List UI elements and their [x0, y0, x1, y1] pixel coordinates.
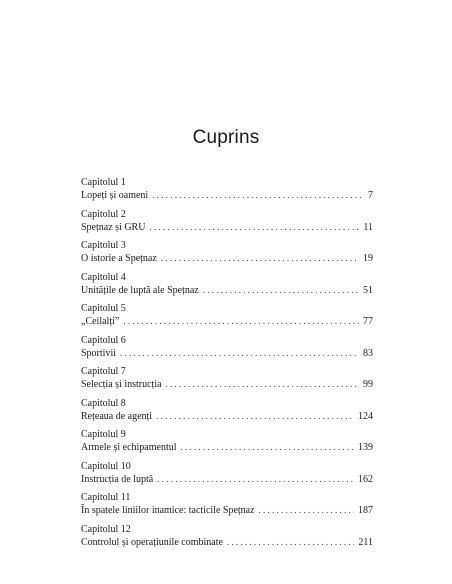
leader-dots [152, 189, 364, 202]
leader-dots [157, 473, 354, 486]
page-number: 162 [358, 473, 373, 485]
leader-dots [156, 410, 354, 423]
page-number: 83 [363, 347, 373, 359]
chapter-label: Capitolul 11 [81, 492, 131, 503]
leader-dots [166, 378, 359, 391]
toc-entry [81, 429, 373, 461]
chapter-row [81, 504, 373, 517]
chapter-label: Capitolul 4 [81, 271, 126, 283]
page-number: 99 [363, 379, 373, 390]
chapter-title: Armele și echipamentul [81, 442, 177, 453]
toc-entry [81, 492, 373, 524]
toc-entry [81, 272, 373, 304]
toc-entry [81, 240, 373, 272]
toc-entry [81, 461, 373, 493]
chapter-label: Capitolul 5 [81, 303, 126, 314]
toc-entry [81, 303, 373, 335]
chapter-row [81, 315, 373, 328]
leader-dots [149, 221, 359, 234]
page-number: 19 [363, 253, 373, 264]
page-number: 211 [358, 536, 373, 548]
chapter-title: În spatele liniilor inamice: tacticile Spețnaz [81, 505, 255, 516]
page-number: 187 [358, 505, 373, 516]
chapter-title: „Ceilalți” [81, 316, 120, 327]
leader-dots [181, 441, 354, 454]
chapter-row [81, 473, 373, 486]
chapter-row [81, 410, 373, 423]
chapter-row [81, 252, 373, 265]
leader-dots [227, 536, 354, 549]
chapter-row [81, 189, 373, 202]
toc-entry [81, 524, 373, 556]
page-number: 139 [358, 442, 373, 453]
chapter-title: Instrucția de luptă [81, 473, 154, 485]
chapter-title: O istorie a Spețnaz [81, 253, 157, 264]
chapter-title: Unitățile de luptă ale Spețnaz [81, 284, 199, 296]
toc-entry [81, 209, 373, 241]
toc-entry [81, 335, 373, 367]
page-number: 124 [358, 410, 373, 422]
chapter-label: Capitolul 1 [81, 177, 126, 188]
chapter-title: Sportivii [81, 347, 117, 359]
leader-dots [259, 504, 354, 517]
chapter-title: Lopeți și oameni [81, 190, 149, 201]
toc-entry [81, 177, 373, 209]
chapter-title: Selecția și instrucția [81, 379, 162, 390]
chapter-label: Capitolul 2 [81, 208, 126, 220]
chapter-label: Capitolul 3 [81, 240, 126, 251]
toc-entry [81, 398, 373, 430]
leader-dots [203, 284, 359, 297]
chapter-row [81, 347, 373, 360]
chapter-row [81, 536, 373, 549]
chapter-title: Controlul și operațiunile combinate [81, 536, 223, 548]
chapter-row [81, 221, 373, 234]
table-of-contents [81, 177, 373, 555]
page-title: Cuprins [192, 127, 260, 148]
leader-dots [123, 315, 359, 328]
chapter-title: Rețeaua de agenți [81, 410, 153, 422]
chapter-label: Capitolul 6 [81, 334, 126, 346]
chapter-label: Capitolul 12 [81, 523, 131, 535]
leader-dots [161, 252, 359, 265]
page-number: 77 [363, 316, 373, 327]
chapter-label: Capitolul 7 [81, 366, 126, 377]
page-number: 11 [363, 221, 373, 233]
chapter-label: Capitolul 8 [81, 397, 126, 409]
chapter-row [81, 378, 373, 391]
chapter-title: Spețnaz și GRU [81, 221, 146, 233]
chapter-label: Capitolul 10 [81, 460, 131, 472]
toc-entry [81, 366, 373, 398]
page-number: 51 [363, 284, 373, 296]
chapter-row [81, 441, 373, 454]
leader-dots [120, 347, 359, 360]
chapter-row [81, 284, 373, 297]
page-number: 7 [368, 190, 373, 201]
chapter-label: Capitolul 9 [81, 429, 126, 440]
